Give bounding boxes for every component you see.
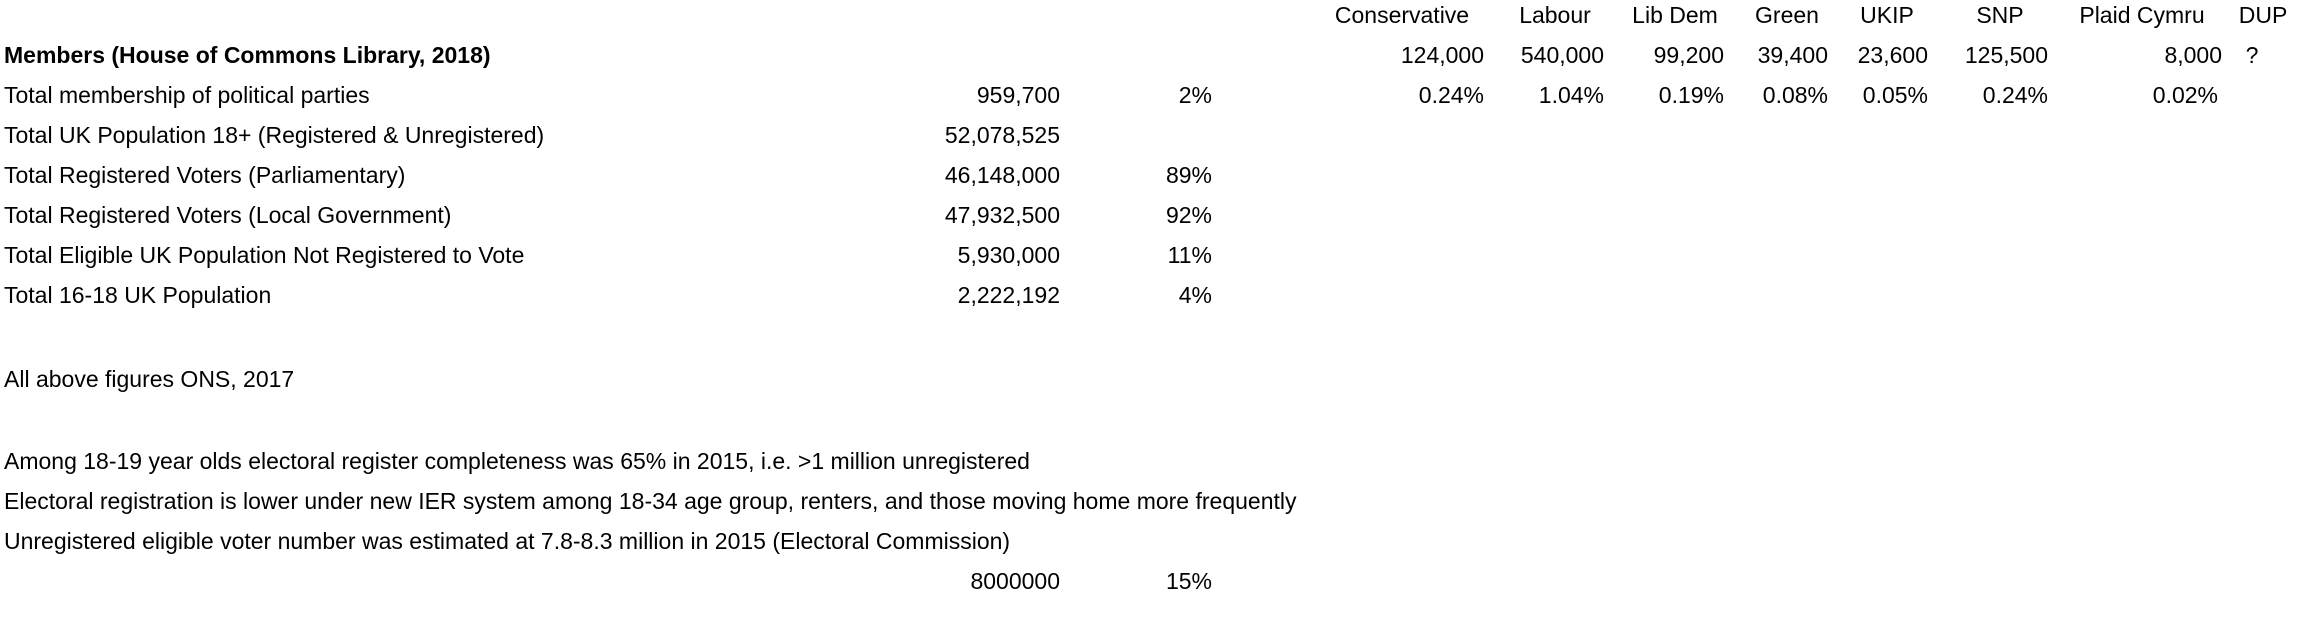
party-members-snp[interactable]: 125,500 xyxy=(1964,42,2048,68)
party-share-plaid-cymru[interactable]: 0.02% xyxy=(2152,82,2218,108)
party-header-dup[interactable]: DUP xyxy=(2238,2,2288,28)
row-value-total-membership[interactable]: 959,700 xyxy=(976,82,1060,108)
party-header-labour[interactable]: Labour xyxy=(1519,2,1591,28)
row-label-registered-parliamentary[interactable]: Total Registered Voters (Parliamentary) xyxy=(4,162,406,188)
row-value-population-18-plus[interactable]: 52,078,525 xyxy=(944,122,1060,148)
party-members-ukip[interactable]: 23,600 xyxy=(1857,42,1928,68)
note-item-1[interactable]: Among 18-19 year olds electoral register completeness was 65% in 2015, i.e. >1 million unregistered xyxy=(4,448,1030,474)
row-pct-total-membership[interactable]: 2% xyxy=(1178,82,1212,108)
party-share-ukip[interactable]: 0.05% xyxy=(1862,82,1928,108)
party-members-dup[interactable]: ? xyxy=(2245,42,2259,68)
party-share-green[interactable]: 0.08% xyxy=(1762,82,1828,108)
party-header-ukip[interactable]: UKIP xyxy=(1860,2,1914,28)
party-header-conservative[interactable]: Conservative xyxy=(1334,2,1470,28)
row-label-population-16-18[interactable]: Total 16-18 UK Population xyxy=(4,282,272,308)
party-share-conservative[interactable]: 0.24% xyxy=(1418,82,1484,108)
note-item-2[interactable]: Electoral registration is lower under new IER system among 18-34 age group, renters, and those moving home more frequently xyxy=(4,488,1297,514)
row-pct-registered-parliamentary[interactable]: 89% xyxy=(1165,162,1212,188)
row-pct-population-16-18[interactable]: 4% xyxy=(1178,282,1212,308)
party-share-lib-dem[interactable]: 0.19% xyxy=(1658,82,1724,108)
party-members-plaid-cymru[interactable]: 8,000 xyxy=(2164,42,2222,68)
party-header-plaid-cymru[interactable]: Plaid Cymru xyxy=(2079,2,2205,28)
row-label-not-registered[interactable]: Total Eligible UK Population Not Registered to Vote xyxy=(4,242,525,268)
party-header-green[interactable]: Green xyxy=(1755,2,1819,28)
row-label-population-18-plus[interactable]: Total UK Population 18+ (Registered & Unregistered) xyxy=(4,122,545,148)
row-label-total-membership[interactable]: Total membership of political parties xyxy=(4,82,370,108)
party-members-conservative[interactable]: 124,000 xyxy=(1400,42,1484,68)
source-note[interactable]: All above figures ONS, 2017 xyxy=(4,366,295,392)
row-value-registered-parliamentary[interactable]: 46,148,000 xyxy=(944,162,1060,188)
party-members-green[interactable]: 39,400 xyxy=(1757,42,1828,68)
party-members-lib-dem[interactable]: 99,200 xyxy=(1653,42,1724,68)
party-members-labour[interactable]: 540,000 xyxy=(1520,42,1604,68)
row-pct-registered-local-government[interactable]: 92% xyxy=(1165,202,1212,228)
row-pct-not-registered[interactable]: 11% xyxy=(1167,242,1212,268)
note-item-3[interactable]: Unregistered eligible voter number was estimated at 7.8-8.3 million in 2015 (Electoral Commission) xyxy=(4,528,1011,554)
party-header-lib-dem[interactable]: Lib Dem xyxy=(1632,2,1718,28)
row-value-not-registered[interactable]: 5,930,000 xyxy=(957,242,1060,268)
row-label-registered-local-government[interactable]: Total Registered Voters (Local Government) xyxy=(4,202,452,228)
row-value-registered-local-government[interactable]: 47,932,500 xyxy=(944,202,1060,228)
estimate-value[interactable]: 8000000 xyxy=(970,568,1060,594)
party-share-snp[interactable]: 0.24% xyxy=(1982,82,2048,108)
estimate-pct[interactable]: 15% xyxy=(1165,568,1212,594)
table-title[interactable]: Members (House of Commons Library, 2018) xyxy=(4,42,491,68)
row-value-population-16-18[interactable]: 2,222,192 xyxy=(957,282,1060,308)
party-header-snp[interactable]: SNP xyxy=(1976,2,2024,28)
party-share-labour[interactable]: 1.04% xyxy=(1538,82,1604,108)
